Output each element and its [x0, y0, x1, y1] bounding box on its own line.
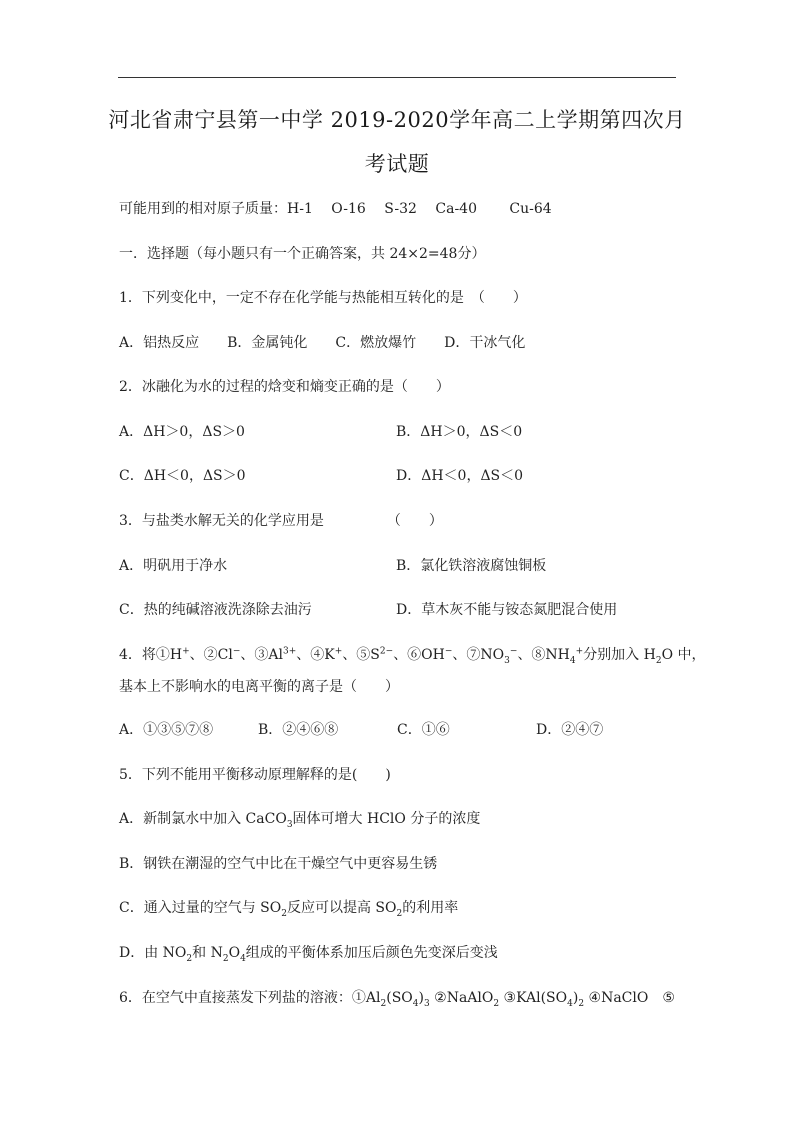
q5-stem: 5．下列不能用平衡移动原理解释的是( ): [119, 767, 391, 783]
q5-option-a: A．新制氯水中加入 CaCO$_3$固体可增大 HClO 分子的浓度: [119, 811, 481, 830]
q3-option-c: C．热的纯碱溶液洗涤除去油污: [119, 602, 312, 618]
page-title-line2: 考试题: [364, 152, 430, 176]
q3-option-b: B．氯化铁溶液腐蚀铜板: [396, 558, 547, 574]
section-heading: 一．选择题（每小题只有一个正确答案，共 24×2=48分）: [119, 246, 486, 262]
q6-stem: 6．在空气中直接蒸发下列盐的溶液：$①Al_2(SO_4)_3$ ②NaAlO$_2$ $③KAl(SO_4)_2$ ④NaClO ⑤: [119, 990, 675, 1009]
q2-stem: 2．冰融化为水的过程的焓变和熵变正确的是（ ）: [119, 379, 450, 395]
q4-stem-line2: 基本上不影响水的电离平衡的离子是（ ）: [119, 679, 399, 695]
q5-option-b: B．钢铁在潮湿的空气中比在干燥空气中更容易生锈: [119, 856, 438, 872]
page-title-line1: 河北省肃宁县第一中学 2019-2020学年高二上学期第四次月: [108, 108, 686, 132]
q1-options: A．铝热反应 B．金属钝化 C．燃放爆竹 D．干冰气化: [119, 335, 526, 351]
q1-stem: 1．下列变化中，一定不存在化学能与热能相互转化的是 （ ）: [119, 290, 527, 306]
atomic-masses: 可能用到的相对原子质量：H-1 O-16 S-32 Ca-40 Cu-64: [119, 201, 552, 217]
q4-stem: 4．将①H+、②Cl−、$③Al^{3+}$、④K+、$⑤S^{2-}$、⑥OH−、$⑦NO_3^-$、$⑧NH_4^+$分别加入 $H_2O$ 中，: [119, 646, 706, 666]
q3-stem: 3．与盐类水解无关的化学应用是 （ ）: [119, 513, 443, 529]
q2-option-b: B．ΔH＞0，ΔS＜0: [396, 424, 523, 440]
q4-option-a: A．①③⑤⑦⑧: [119, 722, 214, 738]
q5-option-c: C．通入过量的空气与 $SO_2$反应可以提高 $SO_2$的利用率: [119, 900, 459, 919]
q4-option-d: D．②④⑦: [536, 722, 604, 738]
header-rule: [118, 77, 676, 78]
q2-option-c: C．ΔH＜0，ΔS＞0: [119, 468, 246, 484]
q4-option-b: B．②④⑥⑧: [258, 722, 339, 738]
q5-option-d: D．由 $NO_2$和 $N_2O_4$组成的平衡体系加压后颜色先变深后变浅: [119, 945, 498, 964]
q3-option-a: A．明矾用于净水: [119, 558, 228, 574]
q4-option-c: C．①⑥: [397, 722, 450, 738]
q2-option-d: D．ΔH＜0，ΔS＜0: [396, 468, 524, 484]
q2-option-a: A．ΔH＞0，ΔS＞0: [119, 424, 245, 440]
q3-option-d: D．草木灰不能与铵态氮肥混合使用: [396, 602, 618, 618]
